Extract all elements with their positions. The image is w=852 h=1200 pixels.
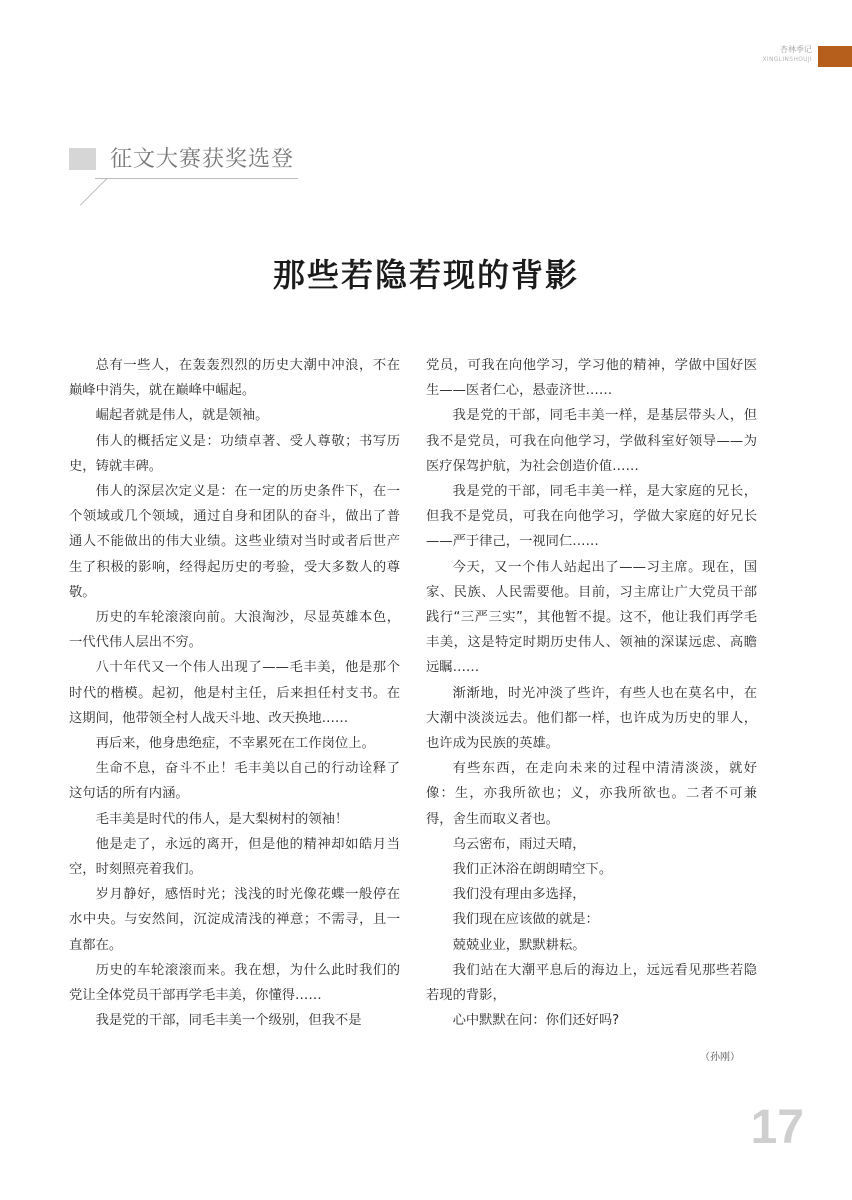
paragraph: 历史的车轮滚滚而来。我在想，为什么此时我们的党让全体党员干部再学毛丰美，你懂得……: [69, 962, 400, 1004]
paragraph: 我是党的干部，同毛丰美一样，是基层带头人，但我不是党员，可我在向他学习，学做科室好领导——为医疗保驾护航，为社会创造价值……: [426, 408, 757, 474]
section-marker-box: [69, 148, 96, 170]
paragraph: 我是党的干部，同毛丰美一样，是大家庭的兄长，但我不是党员，可我在向他学习，学做大家庭的好兄长——严于律己，一视同仁……: [426, 484, 757, 550]
author-byline: （孙刚）: [700, 1052, 740, 1063]
poem-line: 兢兢业业，默默耕耘。: [452, 937, 586, 953]
paragraph: 渐渐地，时光冲淡了些许，有些人也在莫名中，在大潮中淡淡远去。他们都一样，也许成为历史的罪人，也许成为民族的英雄。: [426, 685, 757, 752]
left-column: [69, 353, 400, 1033]
paragraph: 历史的车轮滚滚向前。大浪淘沙，尽显英雄本色，一代代伟人层出不穷。: [69, 610, 400, 651]
article-title: 那些若隐若现的背影: [272, 256, 579, 294]
page-number: 17: [750, 1101, 804, 1154]
section-title: 征文大赛获奖选登: [110, 147, 295, 172]
poem-line: 我们正沐浴在朗朗晴空下。: [452, 862, 613, 878]
section-underline: [95, 178, 298, 179]
paragraph: 伟人的深层次定义是：在一定的历史条件下，在一个领域或几个领域，通过自身和团队的奋斗，做出了普通人不能做出的伟大业绩。这些业绩对当时或者后世产生了积极的影响，经得起历史的考验，受大多数人的尊敬。: [69, 484, 400, 600]
poem-line: 我们现在应该做的就是：: [452, 912, 599, 928]
right-column: [426, 353, 757, 1033]
paragraph: 今天，又一个伟人站起出了——习主席。现在，国家、民族、人民需要他。目前，习主席让广大党员干部践行“三严三实”，其他暂不提。这不，他让我们再学毛丰美，这是特定时期历史伟人、领袖的深谋远虑、高瞻远瞩……: [426, 559, 757, 676]
paragraph: 总有一些人，在轰轰烈烈的历史大潮中冲浪，不在巅峰中消失，就在巅峰中崛起。: [69, 358, 400, 399]
paragraph: 岁月静好，感悟时光；浅浅的时光像花蝶一般停在水中央。与安然间，沉淀成清浅的禅意；不需寻，且一直都在。: [69, 887, 400, 953]
paragraph: 再后来，他身患绝症，不幸累死在工作岗位上。: [95, 736, 375, 752]
header-accent-bar: [818, 46, 852, 67]
paragraph: 他是走了，永远的离开，但是他的精神却如皓月当空，时刻照亮着我们。: [69, 836, 400, 878]
paragraph: 毛丰美是时代的伟人，是大梨树村的领袖！: [95, 811, 349, 827]
paragraph: 有些东西，在走向未来的过程中清清淡淡，就好像：生，亦我所欲也；义，亦我所欲也。二者不可兼得，舍生而取义者也。: [426, 761, 757, 827]
final-line: 心中默默在问：你们还好吗?: [452, 1013, 620, 1029]
closing-paragraph: 我们站在大潮平息后的海边上，远远看见那些若隐若现的背影，: [426, 962, 757, 1004]
paragraph: 崛起者就是伟人，就是领袖。: [95, 408, 269, 424]
paragraph: 生命不息，奋斗不止！毛丰美以自己的行动诠释了这句话的所有内涵。: [69, 761, 400, 802]
paragraph: 我是党的干部，同毛丰美一个级别，但我不是: [95, 1013, 362, 1029]
paragraph: 八十年代又一个伟人出现了——毛丰美，他是那个时代的楷模。起初，他是村主任，后来担任村支书。在这期间，他带领全村人战天斗地、改天换地……: [69, 660, 400, 726]
paragraph-continued: 党员，可我在向他学习，学习他的精神，学做中国好医生——医者仁心，悬壶济世……: [426, 358, 757, 399]
header-cn: 杏林季记: [780, 45, 812, 54]
header-en: XINGLINSHOUJI: [762, 56, 812, 63]
section-diagonal: [80, 178, 108, 206]
running-header: [763, 45, 813, 65]
paragraph: 伟人的概括定义是：功绩卓著、受人尊敬；书写历史，铸就丰碑。: [69, 433, 400, 474]
poem-line: 乌云密布，雨过天晴，: [452, 836, 586, 852]
poem-line: 我们没有理由多选择，: [452, 887, 586, 903]
